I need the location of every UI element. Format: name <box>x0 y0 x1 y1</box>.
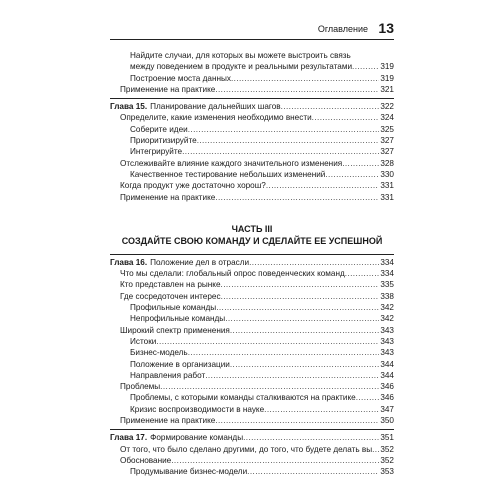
dot-leader <box>215 84 379 95</box>
toc-entry-text: Формирование команды <box>150 433 244 443</box>
dot-leader <box>231 73 379 84</box>
toc-entry-text: От того, что было сделано другими, до того, что будете делать вы <box>120 444 373 454</box>
dot-leader <box>215 415 379 426</box>
toc-page-number: 324 <box>380 113 394 123</box>
dot-leader <box>243 432 379 443</box>
toc-page-number: 343 <box>380 348 394 358</box>
chapter-number: Глава 15. <box>110 102 148 112</box>
toc-page-number: 331 <box>380 181 394 191</box>
toc-entry-text: Применение на практике <box>120 416 216 426</box>
toc-page-number: 328 <box>380 158 394 168</box>
toc-entry-line <box>120 192 394 203</box>
toc-entry[interactable] <box>110 291 394 302</box>
toc-entry-line <box>130 124 394 135</box>
toc-page-number: 350 <box>380 416 394 426</box>
part-heading: СОЗДАЙТЕ СВОЮ КОМАНДУ И СДЕЛАЙТЕ ЕЕ УСПЕШНОЙ <box>121 235 383 246</box>
section-rule <box>110 429 394 430</box>
dot-leader <box>230 359 379 370</box>
dot-leader <box>356 392 380 403</box>
dot-leader <box>216 302 379 313</box>
toc-entry[interactable] <box>110 302 394 313</box>
dot-leader <box>225 313 379 324</box>
toc-entry-line <box>130 347 394 358</box>
running-header <box>110 20 394 40</box>
dot-leader <box>342 158 379 169</box>
toc-entry-text: Где сосредоточен интерес <box>120 291 221 301</box>
toc-page-number: 335 <box>380 280 394 290</box>
toc-entry-text: Приоритизируйте <box>130 136 197 146</box>
toc-chapter-entry[interactable] <box>110 101 394 112</box>
dot-leader <box>266 180 379 191</box>
toc-entry-text: Что мы сделали: глобальный опрос поведенческих команд <box>120 269 345 279</box>
toc-page-number: 330 <box>380 169 394 179</box>
toc-page-number: 344 <box>380 359 394 369</box>
spacer <box>110 203 394 223</box>
toc-entry-line <box>120 279 394 290</box>
toc-entry[interactable] <box>110 444 394 455</box>
dot-leader <box>188 347 380 358</box>
toc-entry-line <box>110 432 394 443</box>
toc-entry-line <box>130 404 394 415</box>
toc-entry-line <box>120 415 394 426</box>
toc-entry[interactable] <box>110 158 394 169</box>
toc-entry-text: Проблемы, с которыми команды сталкиваются на практике <box>130 393 356 403</box>
dot-leader <box>345 268 380 279</box>
toc-entry-line <box>120 444 394 455</box>
section-rule <box>110 98 394 99</box>
toc-entry-line <box>130 135 394 146</box>
toc-entry-line <box>130 359 394 370</box>
toc-entry-text: Широкий спектр применения <box>120 325 230 335</box>
toc-entry-line <box>120 112 394 123</box>
dot-leader <box>247 466 379 477</box>
toc-entry-line <box>120 325 394 336</box>
dot-leader <box>156 336 379 347</box>
toc-page-number: 346 <box>380 382 394 392</box>
toc-entry-line <box>120 291 394 302</box>
dot-leader <box>171 455 379 466</box>
toc-entry[interactable] <box>110 135 394 146</box>
toc-entry-text: Истоки <box>130 336 157 346</box>
chapter-number: Глава 16. <box>110 257 148 267</box>
toc-entry-text: Обоснование <box>120 455 172 465</box>
table-of-contents <box>110 50 394 478</box>
toc-entry[interactable] <box>110 268 394 279</box>
dot-leader <box>312 112 380 123</box>
toc-page-number: 342 <box>380 303 394 313</box>
toc-entry-text: Интегрируйте <box>130 147 183 157</box>
toc-page-number: 343 <box>380 336 394 346</box>
toc-entry-text: Кто представлен на рынке <box>120 280 221 290</box>
toc-entry-text: Когда продукт уже достаточно хорош? <box>120 181 266 191</box>
dot-leader <box>221 279 380 290</box>
toc-entry-text: Проблемы <box>120 382 161 392</box>
section-rule <box>110 254 394 255</box>
toc-entry[interactable] <box>110 192 394 203</box>
dot-leader <box>325 169 379 180</box>
toc-chapter-entry[interactable] <box>110 432 394 443</box>
toc-entry-text: Определите, какие изменения необходимо внести <box>120 113 312 123</box>
toc-entry-line <box>120 381 394 392</box>
toc-entry[interactable] <box>110 347 394 358</box>
toc-entry-line <box>120 455 394 466</box>
toc-page-number: 321 <box>380 84 394 94</box>
toc-entry-text-cont: между поведением в продукте и реальными результатами <box>130 62 353 72</box>
toc-page-number: 322 <box>380 102 394 112</box>
dot-leader <box>352 61 379 72</box>
toc-entry-line <box>130 313 394 324</box>
toc-entry[interactable] <box>110 61 394 72</box>
toc-entry-line <box>120 84 394 95</box>
toc-entry-text: Соберите идеи <box>130 124 188 134</box>
dot-leader <box>197 135 380 146</box>
toc-entry-line <box>120 158 394 169</box>
toc-entry[interactable] <box>110 381 394 392</box>
toc-entry-line <box>110 257 394 268</box>
running-header-title: Оглавление <box>317 24 368 34</box>
toc-entry-line <box>130 370 394 381</box>
toc-page-number: 338 <box>380 291 394 301</box>
toc-page-number: 319 <box>380 62 394 72</box>
toc-entry-text: Применение на практике <box>120 192 216 202</box>
toc-page-number: 342 <box>380 314 394 324</box>
toc-entry[interactable] <box>110 415 394 426</box>
toc-page-number: 327 <box>380 147 394 157</box>
toc-entry-line <box>130 169 394 180</box>
toc-entry-text: Качественное тестирование небольших изменений <box>130 169 326 179</box>
toc-entry-text: Найдите случаи, для которых вы можете выстроить связь <box>130 51 351 60</box>
toc-entry[interactable] <box>110 325 394 336</box>
part-heading: ЧАСТЬ III <box>231 223 273 234</box>
toc-entry-text: Положение в организации <box>130 359 230 369</box>
toc-entry-text: Построение моста данных <box>130 73 231 83</box>
header-rule <box>110 39 394 40</box>
toc-entry[interactable] <box>110 313 394 324</box>
toc-entry-line <box>130 146 394 157</box>
dot-leader <box>281 101 380 112</box>
toc-entry-line <box>130 392 394 403</box>
toc-page-number: 352 <box>380 455 394 465</box>
toc-entry-text: Бизнес-модель <box>130 348 188 358</box>
toc-entry-text: Непрофильные команды <box>130 314 226 324</box>
toc-entry[interactable] <box>110 466 394 477</box>
toc-chapter-entry[interactable] <box>110 257 394 268</box>
toc-entry[interactable] <box>110 180 394 191</box>
toc-page-number: 353 <box>380 467 394 477</box>
page-number: 13 <box>378 20 394 36</box>
toc-page-number: 344 <box>380 370 394 380</box>
dot-leader <box>249 257 379 268</box>
toc-entry-line <box>110 101 394 112</box>
toc-entry-text: Кризис воспроизводимости в науке <box>130 404 265 414</box>
toc-entry[interactable] <box>110 169 394 180</box>
toc-page-number: 325 <box>380 124 394 134</box>
toc-entry[interactable] <box>110 84 394 95</box>
toc-page-number: 319 <box>380 73 394 83</box>
toc-entry-text: Продумывание бизнес-модели <box>130 467 248 477</box>
toc-entry[interactable] <box>110 359 394 370</box>
dot-leader <box>160 381 379 392</box>
toc-entry[interactable] <box>110 279 394 290</box>
toc-entry-text: Положение дел в отрасли <box>150 257 250 267</box>
spacer <box>110 247 394 251</box>
dot-leader <box>182 146 379 157</box>
toc-page-number: 327 <box>380 136 394 146</box>
toc-entry[interactable] <box>110 112 394 123</box>
toc-entry[interactable] <box>110 404 394 415</box>
toc-entry-line <box>130 336 394 347</box>
dot-leader <box>264 404 379 415</box>
toc-page-number: 347 <box>380 404 394 414</box>
toc-entry[interactable] <box>110 455 394 466</box>
toc-entry[interactable] <box>110 124 394 135</box>
dot-leader <box>215 192 379 203</box>
toc-entry-line <box>130 61 394 72</box>
toc-entry-line <box>130 302 394 313</box>
toc-page-number: 343 <box>380 325 394 335</box>
toc-entry-text: Профильные команды <box>130 303 217 313</box>
dot-leader <box>230 325 379 336</box>
toc-entry-line <box>120 180 394 191</box>
toc-page-number: 331 <box>380 192 394 202</box>
toc-page-number: 346 <box>380 393 394 403</box>
toc-page-number: 334 <box>380 269 394 279</box>
toc-entry-text: Отслеживайте влияние каждого значительного изменения <box>120 158 343 168</box>
toc-entry-text: Применение на практике <box>120 84 216 94</box>
dot-leader <box>205 370 379 381</box>
toc-entry-line <box>120 268 394 279</box>
toc-entry-text: Планирование дальнейших шагов <box>150 102 281 112</box>
toc-entry[interactable] <box>110 146 394 157</box>
chapter-number: Глава 17. <box>110 433 148 443</box>
toc-entry[interactable] <box>110 73 394 84</box>
toc-entry[interactable] <box>110 370 394 381</box>
toc-page-number: 351 <box>380 433 394 443</box>
toc-entry[interactable] <box>110 336 394 347</box>
toc-entry-line <box>130 466 394 477</box>
toc-entry-line <box>130 73 394 84</box>
dot-leader <box>188 124 380 135</box>
toc-page-number: 352 <box>380 444 394 454</box>
toc-entry-text: Направления работ <box>130 370 206 380</box>
dot-leader <box>221 291 380 302</box>
toc-page-number: 334 <box>380 257 394 267</box>
toc-entry[interactable] <box>110 392 394 403</box>
dot-leader <box>372 444 379 455</box>
